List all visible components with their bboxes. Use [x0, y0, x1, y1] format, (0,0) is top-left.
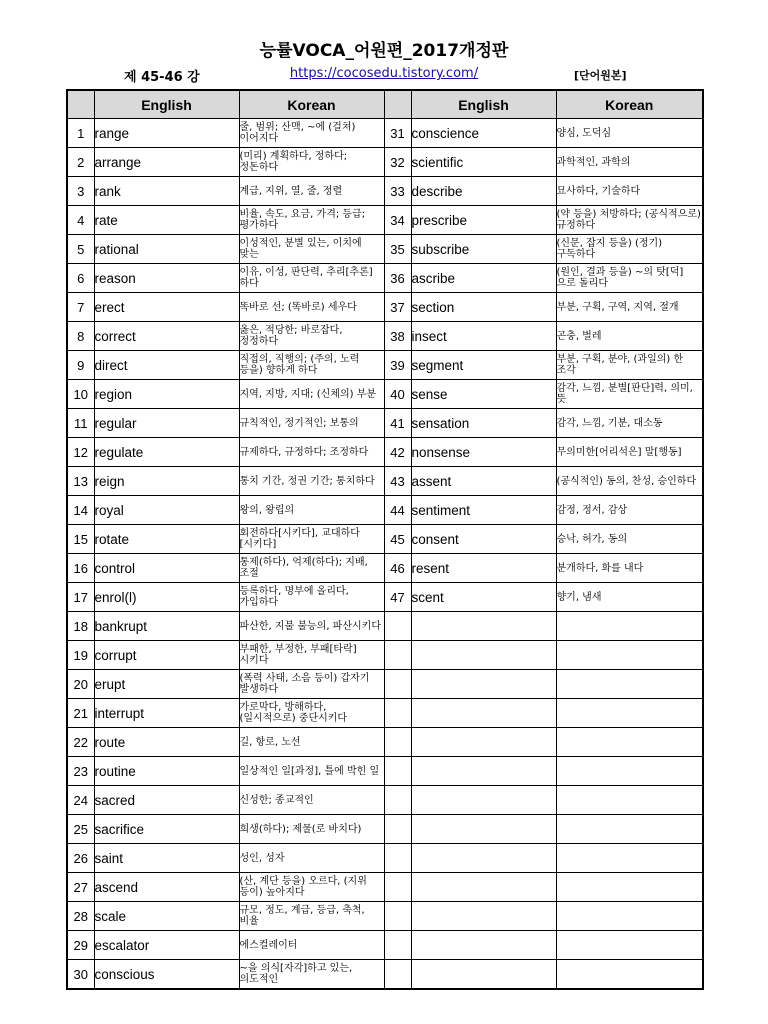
korean-meaning-right: 감각, 느낌, 분별[판단]력, 의미, 뜻: [556, 380, 703, 409]
korean-meaning-right: 부분, 구획, 분야, (과일의) 한 조각: [556, 351, 703, 380]
korean-header-left: Korean: [239, 90, 384, 119]
english-word-right: [411, 757, 556, 786]
word-number-right: 40: [384, 380, 411, 409]
word-number-right: 45: [384, 525, 411, 554]
word-number-right: [384, 844, 411, 873]
table-row: [67, 264, 703, 293]
word-number-right: [384, 670, 411, 699]
word-number-left: 16: [67, 554, 94, 583]
english-word-right: [411, 699, 556, 728]
vocabulary-table: [66, 89, 704, 990]
korean-meaning-right: (원인, 결과 등을) ~의 탓[덕]으로 돌리다: [556, 264, 703, 293]
english-word-right: conscience: [411, 119, 556, 148]
vocabulary-body: [67, 119, 703, 990]
korean-meaning-left: 이성적인, 분별 있는, 이치에 맞는: [239, 235, 384, 264]
korean-meaning-left: 줄, 범위; 산맥, ~에 (걸쳐) 이어지다: [239, 119, 384, 148]
korean-meaning-right: 묘사하다, 기술하다: [556, 177, 703, 206]
word-number-left: 24: [67, 786, 94, 815]
korean-meaning-left: 통치 기간, 정권 기간; 통치하다: [239, 467, 384, 496]
word-number-left: 22: [67, 728, 94, 757]
table-row: [67, 931, 703, 960]
english-word-left: rational: [94, 235, 239, 264]
korean-meaning-right: [556, 728, 703, 757]
english-word-right: sense: [411, 380, 556, 409]
word-number-right: 47: [384, 583, 411, 612]
english-word-right: [411, 815, 556, 844]
table-row: [67, 467, 703, 496]
word-source-tag: [단어원본]: [574, 69, 627, 82]
english-word-right: scent: [411, 583, 556, 612]
word-number-right: [384, 902, 411, 931]
english-word-right: consent: [411, 525, 556, 554]
word-number-right: [384, 960, 411, 990]
english-word-right: [411, 786, 556, 815]
word-number-left: 19: [67, 641, 94, 670]
english-word-right: prescribe: [411, 206, 556, 235]
word-number-right: 46: [384, 554, 411, 583]
korean-meaning-left: 규모, 정도, 계급, 등급, 축척, 비율: [239, 902, 384, 931]
table-row: [67, 844, 703, 873]
word-number-right: [384, 699, 411, 728]
korean-meaning-right: 감정, 정서, 감상: [556, 496, 703, 525]
english-word-left: royal: [94, 496, 239, 525]
korean-meaning-right: [556, 786, 703, 815]
english-word-right: [411, 931, 556, 960]
table-row: [67, 206, 703, 235]
english-word-right: sentiment: [411, 496, 556, 525]
english-word-right: [411, 728, 556, 757]
table-row: [67, 380, 703, 409]
word-number-right: 42: [384, 438, 411, 467]
korean-meaning-right: (공식적인) 동의, 찬성, 승인하다: [556, 467, 703, 496]
korean-meaning-left: 희생(하다); 제물(로 바치다): [239, 815, 384, 844]
table-row: [67, 409, 703, 438]
korean-meaning-left: (폭력 사태, 소음 등이) 갑자기 발생하다: [239, 670, 384, 699]
table-row: [67, 496, 703, 525]
word-number-right: [384, 728, 411, 757]
lecture-number: 제 45-46 강: [124, 70, 200, 85]
word-number-left: 14: [67, 496, 94, 525]
word-number-right: [384, 641, 411, 670]
korean-meaning-left: 규제하다, 규정하다; 조정하다: [239, 438, 384, 467]
table-row: [67, 235, 703, 264]
word-number-right: [384, 786, 411, 815]
english-word-left: rank: [94, 177, 239, 206]
word-number-left: 3: [67, 177, 94, 206]
word-number-left: 11: [67, 409, 94, 438]
table-row: [67, 815, 703, 844]
table-row: [67, 960, 703, 990]
english-word-right: [411, 873, 556, 902]
word-number-right: [384, 612, 411, 641]
english-word-right: subscribe: [411, 235, 556, 264]
english-word-right: [411, 844, 556, 873]
table-row: [67, 351, 703, 380]
word-number-left: 29: [67, 931, 94, 960]
korean-meaning-left: 등록하다, 명부에 올리다, 가입하다: [239, 583, 384, 612]
table-row: [67, 757, 703, 786]
english-word-left: enrol(l): [94, 583, 239, 612]
word-number-right: 38: [384, 322, 411, 351]
korean-meaning-left: 이유, 이성, 판단력, 추리[추론]하다: [239, 264, 384, 293]
korean-meaning-right: 감각, 느낌, 기분, 대소동: [556, 409, 703, 438]
english-word-left: erect: [94, 293, 239, 322]
english-word-right: [411, 670, 556, 699]
korean-meaning-left: 신성한; 종교적인: [239, 786, 384, 815]
korean-meaning-left: 성인, 성자: [239, 844, 384, 873]
word-number-left: 27: [67, 873, 94, 902]
word-number-left: 21: [67, 699, 94, 728]
word-number-right: 31: [384, 119, 411, 148]
english-word-left: routine: [94, 757, 239, 786]
english-word-right: assent: [411, 467, 556, 496]
english-word-left: saint: [94, 844, 239, 873]
korean-meaning-right: 승낙, 허가, 동의: [556, 525, 703, 554]
table-row: [67, 583, 703, 612]
korean-meaning-left: 직접의, 직행의; (주의, 노력 등을) 향하게 하다: [239, 351, 384, 380]
word-number-right: 32: [384, 148, 411, 177]
english-word-right: scientific: [411, 148, 556, 177]
table-row: [67, 786, 703, 815]
table-row: [67, 728, 703, 757]
word-number-left: 10: [67, 380, 94, 409]
korean-meaning-left: 에스컬레이터: [239, 931, 384, 960]
english-word-left: interrupt: [94, 699, 239, 728]
word-number-left: 1: [67, 119, 94, 148]
word-number-left: 8: [67, 322, 94, 351]
korean-meaning-left: 통제(하다), 억제(하다); 지배, 조절: [239, 554, 384, 583]
english-word-right: [411, 902, 556, 931]
english-header-right: English: [411, 90, 556, 119]
word-number-right: 37: [384, 293, 411, 322]
english-word-left: range: [94, 119, 239, 148]
word-number-right: [384, 815, 411, 844]
table-row: [67, 612, 703, 641]
korean-meaning-right: 부분, 구획, 구역, 지역, 절개: [556, 293, 703, 322]
english-word-right: [411, 612, 556, 641]
korean-meaning-left: 회전하다[시키다], 교대하다[시키다]: [239, 525, 384, 554]
english-word-left: sacred: [94, 786, 239, 815]
english-word-left: reign: [94, 467, 239, 496]
korean-meaning-right: (약 등을) 처방하다; (공식적으로) 규정하다: [556, 206, 703, 235]
english-word-left: rate: [94, 206, 239, 235]
english-word-left: correct: [94, 322, 239, 351]
table-row: [67, 322, 703, 351]
korean-meaning-right: [556, 641, 703, 670]
english-word-left: corrupt: [94, 641, 239, 670]
word-number-right: 34: [384, 206, 411, 235]
english-word-right: section: [411, 293, 556, 322]
english-word-left: route: [94, 728, 239, 757]
table-row: [67, 438, 703, 467]
table-row: [67, 902, 703, 931]
word-number-left: 5: [67, 235, 94, 264]
korean-meaning-left: (미리) 계획하다, 정하다; 정돈하다: [239, 148, 384, 177]
korean-meaning-left: 똑바로 선; (똑바로) 세우다: [239, 293, 384, 322]
english-word-left: bankrupt: [94, 612, 239, 641]
english-word-left: sacrifice: [94, 815, 239, 844]
english-word-left: regulate: [94, 438, 239, 467]
blog-link[interactable]: https://cocosedu.tistory.com/: [289, 66, 479, 81]
english-word-right: resent: [411, 554, 556, 583]
english-word-left: conscious: [94, 960, 239, 990]
english-word-left: ascend: [94, 873, 239, 902]
number-header-left: [67, 90, 94, 119]
word-number-right: 35: [384, 235, 411, 264]
korean-meaning-left: 왕의, 왕립의: [239, 496, 384, 525]
english-word-right: [411, 641, 556, 670]
word-number-left: 13: [67, 467, 94, 496]
english-word-right: ascribe: [411, 264, 556, 293]
table-row: [67, 177, 703, 206]
word-number-left: 6: [67, 264, 94, 293]
table-row: [67, 554, 703, 583]
word-number-left: 4: [67, 206, 94, 235]
korean-meaning-right: [556, 844, 703, 873]
english-word-right: segment: [411, 351, 556, 380]
number-header-right: [384, 90, 411, 119]
word-number-left: 25: [67, 815, 94, 844]
word-number-left: 20: [67, 670, 94, 699]
table-row: [67, 699, 703, 728]
table-row: [67, 873, 703, 902]
word-number-left: 15: [67, 525, 94, 554]
korean-meaning-right: [556, 902, 703, 931]
english-word-left: control: [94, 554, 239, 583]
english-word-right: [411, 960, 556, 990]
korean-meaning-left: 비율, 속도, 요금, 가격; 등급; 평가하다: [239, 206, 384, 235]
english-word-right: nonsense: [411, 438, 556, 467]
table-row: [67, 641, 703, 670]
word-number-left: 28: [67, 902, 94, 931]
word-number-right: [384, 873, 411, 902]
word-number-right: 41: [384, 409, 411, 438]
korean-meaning-left: 부패한, 부정한, 부패[타락]시키다: [239, 641, 384, 670]
english-word-left: regular: [94, 409, 239, 438]
english-header-left: English: [94, 90, 239, 119]
word-number-right: [384, 757, 411, 786]
korean-meaning-left: 규칙적인, 정기적인; 보통의: [239, 409, 384, 438]
english-word-left: reason: [94, 264, 239, 293]
korean-meaning-right: [556, 931, 703, 960]
korean-meaning-left: 길, 항로, 노선: [239, 728, 384, 757]
word-number-right: 44: [384, 496, 411, 525]
word-number-left: 12: [67, 438, 94, 467]
korean-header-right: Korean: [556, 90, 703, 119]
korean-meaning-left: (산, 계단 등을) 오르다, (지위 등이) 높아지다: [239, 873, 384, 902]
korean-meaning-right: 무의미한[어리석은] 말[행동]: [556, 438, 703, 467]
korean-meaning-right: [556, 670, 703, 699]
korean-meaning-right: [556, 612, 703, 641]
english-word-left: region: [94, 380, 239, 409]
table-row: [67, 293, 703, 322]
korean-meaning-left: 파산한, 지불 불능의, 파산시키다: [239, 612, 384, 641]
table-row: [67, 148, 703, 177]
korean-meaning-right: 향기, 냄새: [556, 583, 703, 612]
korean-meaning-right: 과학적인, 과학의: [556, 148, 703, 177]
word-number-right: 33: [384, 177, 411, 206]
korean-meaning-right: [556, 815, 703, 844]
korean-meaning-left: 일상적인 일[과정], 틀에 박힌 일: [239, 757, 384, 786]
table-row: [67, 670, 703, 699]
korean-meaning-left: 옳은, 적당한; 바로잡다, 정정하다: [239, 322, 384, 351]
word-number-left: 2: [67, 148, 94, 177]
korean-meaning-right: (신문, 잡지 등을) (정기) 구독하다: [556, 235, 703, 264]
table-row: [67, 119, 703, 148]
word-number-right: 39: [384, 351, 411, 380]
word-number-left: 30: [67, 960, 94, 990]
korean-meaning-right: 분개하다, 화를 내다: [556, 554, 703, 583]
word-number-left: 23: [67, 757, 94, 786]
english-word-left: erupt: [94, 670, 239, 699]
korean-meaning-left: 가로막다, 방해하다, (일시적으로) 중단시키다: [239, 699, 384, 728]
word-number-left: 26: [67, 844, 94, 873]
word-number-right: 36: [384, 264, 411, 293]
table-row: [67, 525, 703, 554]
korean-meaning-right: [556, 757, 703, 786]
korean-meaning-left: 지역, 지방, 지대; (신체의) 부분: [239, 380, 384, 409]
korean-meaning-left: 계급, 지위, 열, 줄, 정렬: [239, 177, 384, 206]
english-word-left: scale: [94, 902, 239, 931]
word-number-right: [384, 931, 411, 960]
english-word-left: rotate: [94, 525, 239, 554]
english-word-left: escalator: [94, 931, 239, 960]
english-word-left: direct: [94, 351, 239, 380]
korean-meaning-left: ~을 의식[자각]하고 있는, 의도적인: [239, 960, 384, 990]
document-title: 능률VOCA_어원편_2017개정판: [259, 41, 509, 61]
korean-meaning-right: 곤충, 벌레: [556, 322, 703, 351]
word-number-left: 7: [67, 293, 94, 322]
english-word-right: describe: [411, 177, 556, 206]
word-number-right: 43: [384, 467, 411, 496]
korean-meaning-right: [556, 873, 703, 902]
english-word-left: arrange: [94, 148, 239, 177]
word-number-left: 9: [67, 351, 94, 380]
korean-meaning-right: 양심, 도덕심: [556, 119, 703, 148]
english-word-right: insect: [411, 322, 556, 351]
word-number-left: 17: [67, 583, 94, 612]
english-word-right: sensation: [411, 409, 556, 438]
table-header-row: [67, 90, 703, 119]
word-number-left: 18: [67, 612, 94, 641]
korean-meaning-right: [556, 960, 703, 990]
korean-meaning-right: [556, 699, 703, 728]
